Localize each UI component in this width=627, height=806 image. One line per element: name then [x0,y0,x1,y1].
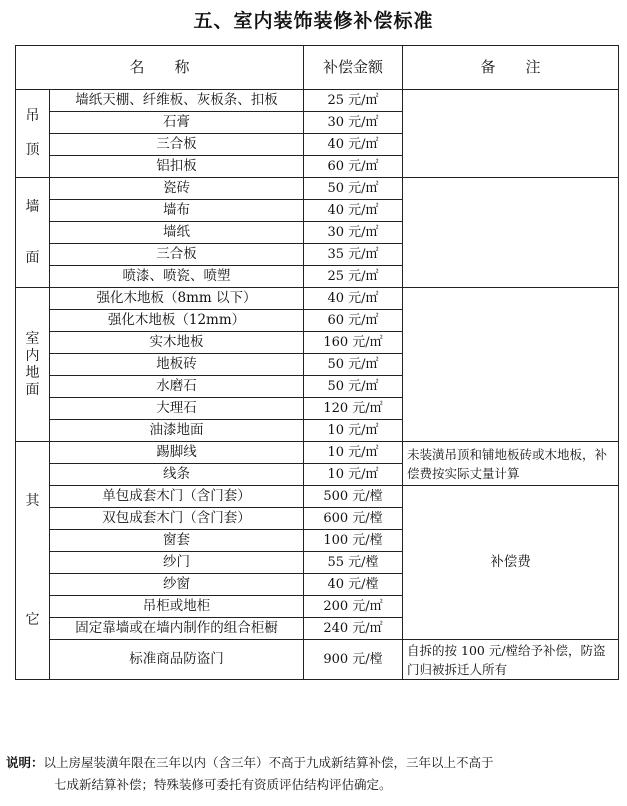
remark-compensation: 补偿费 [403,486,619,640]
item-amount: 600 元/樘 [304,508,403,530]
item-amount: 40 元/樘 [304,574,403,596]
remark-empty [403,288,619,442]
header-name: 名 称 [16,46,304,90]
item-name: 大理石 [50,398,304,420]
item-amount: 120 元/㎡ [304,398,403,420]
item-name: 油漆地面 [50,420,304,442]
item-name: 墙纸 [50,222,304,244]
footnote-line-1 [6,752,621,774]
item-name: 单包成套木门（含门套） [50,486,304,508]
page-title: 五、室内装饰装修补偿标准 [193,10,434,32]
item-name: 吊柜或地柜 [50,596,304,618]
item-amount: 200 元/㎡ [304,596,403,618]
item-name: 强化木地板（8mm 以下） [50,288,304,310]
remark-security-door: 自拆的按 100 元/樘给予补偿，防盗门归被拆迁人所有 [403,640,619,680]
table-row [16,442,619,464]
item-amount: 50 元/㎡ [304,178,403,200]
item-name: 石膏 [50,112,304,134]
item-amount: 160 元/㎡ [304,332,403,354]
item-name: 纱窗 [50,574,304,596]
item-name: 纱门 [50,552,304,574]
item-amount: 30 元/㎡ [304,222,403,244]
group-other: 其 它 [16,442,50,680]
item-amount: 60 元/㎡ [304,310,403,332]
item-name: 铝扣板 [50,156,304,178]
item-amount: 900 元/樘 [304,640,403,680]
item-name: 强化木地板（12mm） [50,310,304,332]
remark-empty [403,90,619,178]
item-amount: 50 元/㎡ [304,354,403,376]
table-row [16,288,619,310]
footnote [6,752,621,796]
table-row [16,640,619,680]
footnote-label: 说明： [6,755,44,770]
item-name: 墙布 [50,200,304,222]
table-row [16,178,619,200]
item-name: 双包成套木门（含门套） [50,508,304,530]
item-amount: 100 元/樘 [304,530,403,552]
item-amount: 40 元/㎡ [304,288,403,310]
item-name: 固定靠墙或在墙内制作的组合柜橱 [50,618,304,640]
compensation-table [15,45,619,680]
group-ceiling: 吊 顶 [16,90,50,178]
item-name: 窗套 [50,530,304,552]
item-amount: 25 元/㎡ [304,266,403,288]
group-floor: 室 内 地 面 [16,288,50,442]
item-name: 瓷砖 [50,178,304,200]
item-amount: 60 元/㎡ [304,156,403,178]
item-amount: 10 元/㎡ [304,420,403,442]
group-wall: 墙 面 [16,178,50,288]
table-row [16,486,619,508]
item-amount: 10 元/㎡ [304,464,403,486]
item-amount: 40 元/㎡ [304,200,403,222]
item-name: 喷漆、喷瓷、喷塑 [50,266,304,288]
table-header-row [16,46,619,90]
item-amount: 40 元/㎡ [304,134,403,156]
item-name: 三合板 [50,244,304,266]
item-amount: 240 元/㎡ [304,618,403,640]
remark-ceiling-floor: 未装潢吊顶和铺地板砖或木地板，补偿费按实际丈量计算 [403,442,619,486]
item-name: 实木地板 [50,332,304,354]
header-remark: 备 注 [403,46,619,90]
header-amount: 补偿金额 [304,46,403,90]
item-amount: 35 元/㎡ [304,244,403,266]
footnote-line-2: 七成新结算补偿；特殊装修可委托有资质评估结构评估确定。 [54,777,392,792]
table-row [16,90,619,112]
item-name: 水磨石 [50,376,304,398]
item-amount: 55 元/樘 [304,552,403,574]
footnote-text-1: 以上房屋装潢年限在三年以内（含三年）不高于九成新结算补偿，三年以上不高于 [43,755,494,770]
item-name: 踢脚线 [50,442,304,464]
item-amount: 10 元/㎡ [304,442,403,464]
remark-empty [403,178,619,288]
item-name: 标准商品防盗门 [50,640,304,680]
item-amount: 50 元/㎡ [304,376,403,398]
item-name: 地板砖 [50,354,304,376]
item-name: 三合板 [50,134,304,156]
item-amount: 30 元/㎡ [304,112,403,134]
item-name: 墙纸天棚、纤维板、灰板条、扣板 [50,90,304,112]
item-amount: 25 元/㎡ [304,90,403,112]
item-name: 线条 [50,464,304,486]
item-amount: 500 元/樘 [304,486,403,508]
